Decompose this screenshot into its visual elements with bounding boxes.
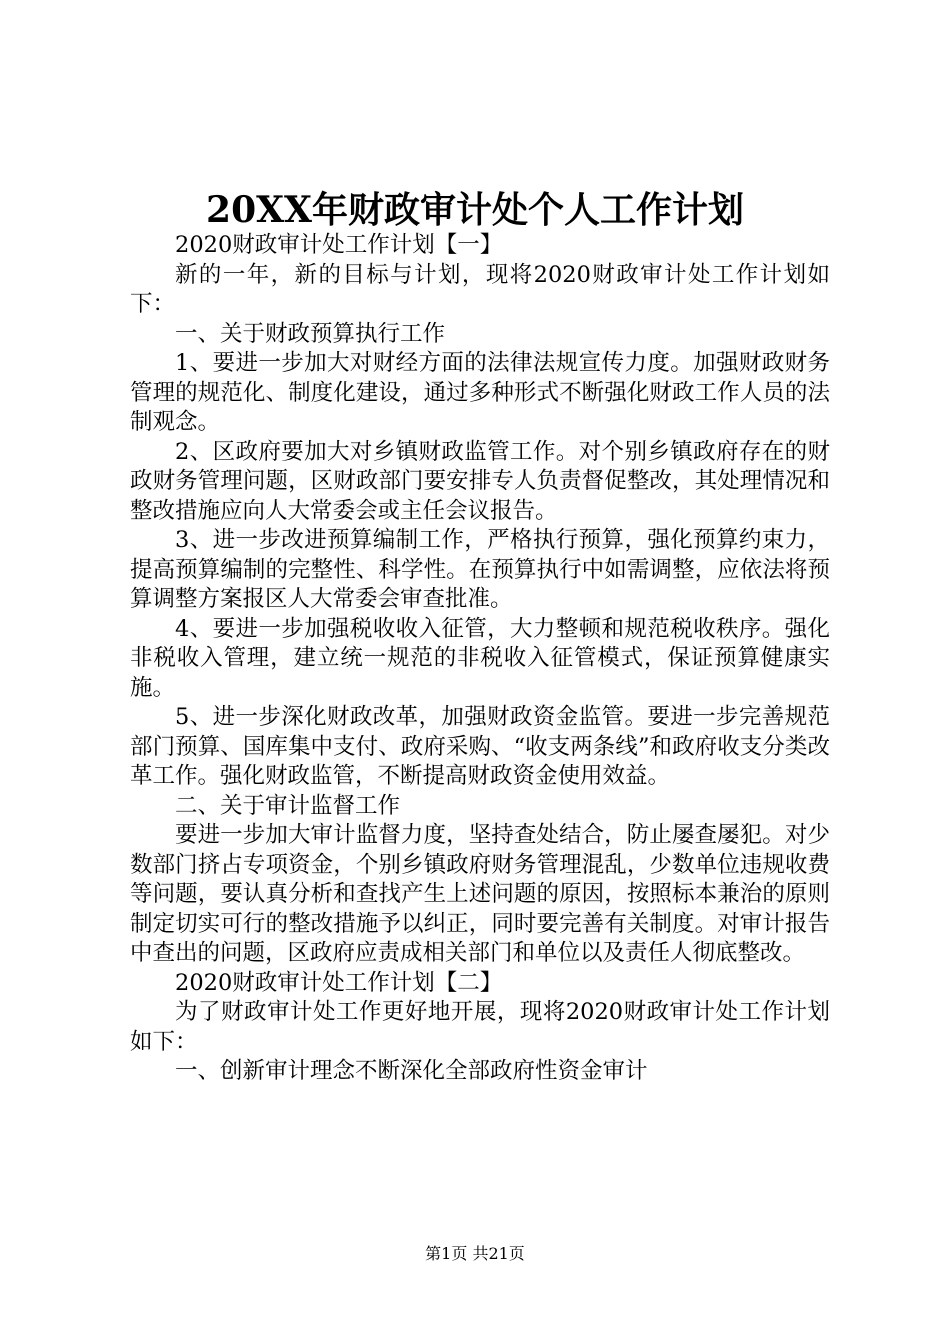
paragraph-item-4: 4、要进一步加强税收收入征管，大力整顿和规范税收秩序。强化非税收入管理，建立统一规范的非税收入征管模式，保证预算健康实施。 <box>130 615 830 701</box>
paragraph-audit-supervision: 要进一步加大审计监督力度，坚持查处结合，防止屡查屡犯。对少数部门挤占专项资金，个别乡镇政府财务管理混乱，少数单位违规收费等问题，要认真分析和查找产生上述问题的原因，按照标本兼治的原则制定切实可行的整改措施予以纠正，同时要完善有关制度。对审计报告中查出的问题，区政府应责成相关部门和单位以及责任人彻底整改。 <box>130 822 830 966</box>
paragraph-intro-one: 新的一年，新的目标与计划，现将2020财政审计处工作计划如下： <box>130 261 830 317</box>
subheading-audit-supervision: 二、关于审计监督工作 <box>175 792 401 819</box>
paragraph-item-5: 5、进一步深化财政改革，加强财政资金监管。要进一步完善规范部门预算、国库集中支付、政府采购、“收支两条线”和政府收支分类改革工作。强化财政监管，不断提高财政资金使用效益。 <box>130 704 830 789</box>
paragraph-item-3: 3、进一步改进预算编制工作，严格执行预算，强化预算约束力，提高预算编制的完整性、科学性。在预算执行中如需调整，应依法将预算调整方案报区人大常委会审查批准。 <box>130 527 830 612</box>
page-footer: 第1页 共21页 <box>425 1244 525 1263</box>
section-heading-plan-two: 2020财政审计处工作计划【二】 <box>175 969 503 996</box>
subheading-budget-execution: 一、关于财政预算执行工作 <box>175 320 446 347</box>
paragraph-intro-two: 为了财政审计处工作更好地开展，现将2020财政审计处工作计划如下： <box>130 999 830 1055</box>
paragraph-item-1: 1、要进一步加大对财经方面的法律法规宣传力度。加强财政财务管理的规范化、制度化建设，通过多种形式不断强化财政工作人员的法制观念。 <box>130 350 830 435</box>
document-title: 20XX年财政审计处个人工作计划 <box>206 189 744 231</box>
paragraph-item-2: 2、区政府要加大对乡镇财政监管工作。对个别乡镇政府存在的财政财务管理问题，区财政部门要安排专人负责督促整改，其处理情况和整改措施应向人大常委会或主任会议报告。 <box>130 438 830 524</box>
document-body <box>130 231 830 1087</box>
section-heading-plan-one: 2020财政审计处工作计划【一】 <box>175 232 503 258</box>
subheading-innovate-audit: 一、创新审计理念不断深化全部政府性资金审计 <box>175 1058 648 1084</box>
